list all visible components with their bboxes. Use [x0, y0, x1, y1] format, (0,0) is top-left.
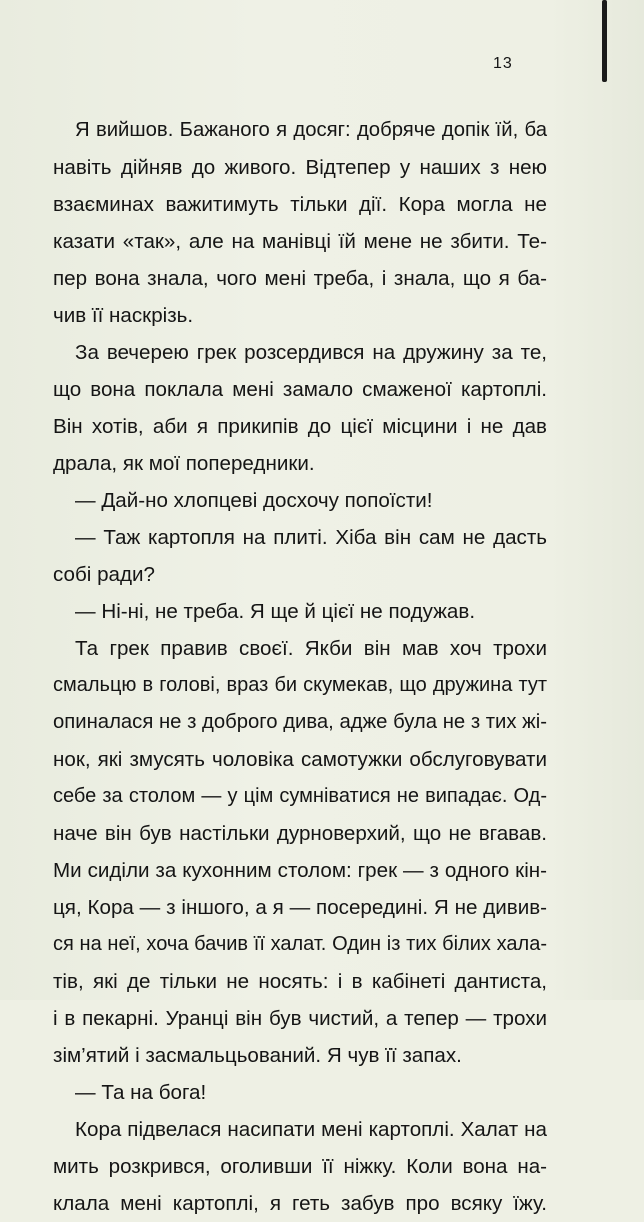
text-line: і в пекарні. Уранці він був чистий, а тепер — трохи	[53, 1007, 547, 1030]
text-line: мить розкрився, оголивши її ніжку. Коли вона на-	[53, 1155, 547, 1178]
text-line: Я вийшов. Бажаного я досяг: добряче допік їй, ба	[75, 119, 547, 141]
body-text	[53, 112, 547, 1222]
text-line: клала мені картоплі, я геть забув про всяку їжу.	[53, 1192, 547, 1215]
text-line: ся на неї, хоча бачив її халат. Один із тих білих хала-	[53, 933, 547, 955]
page-number: 13	[493, 55, 513, 72]
text-line: ця, Кора — з іншого, а я — посередині. Я не дивив-	[53, 896, 547, 919]
text-line: собі ради?	[53, 563, 155, 586]
text-line: що вона поклала мені замало смаженої картоплі.	[53, 378, 547, 401]
text-line: опиналася не з доброго дива, адже була не з тих жі-	[53, 711, 547, 733]
text-line: Та грек правив своєї. Якби він мав хоч трохи	[75, 637, 547, 660]
text-line: наче він був настільки дурноверхий, що не вгавав.	[53, 822, 547, 845]
text-line: — Та на бога!	[75, 1081, 207, 1104]
text-line: смальцю в голові, враз би скумекав, що дружина тут	[53, 674, 547, 696]
page-edge-bookmark	[602, 0, 607, 82]
text-line: казати «так», але на манівці їй мене не збити. Те-	[53, 230, 547, 253]
text-line: — Таж картопля на плиті. Хіба він сам не дасть	[75, 526, 547, 549]
text-line: чив її наскрізь.	[53, 304, 194, 327]
text-line: За вечерею грек розсердився на дружину за те,	[75, 341, 547, 364]
text-line: драла, як мої попередники.	[53, 452, 315, 475]
text-line: навіть дійняв до живого. Відтепер у наших з нею	[53, 156, 547, 179]
text-line: нок, які змусять чоловіка самотужки обслуговувати	[53, 748, 547, 771]
text-line: тів, які де тільки не носять: і в кабінеті дантиста,	[53, 970, 547, 993]
text-line: Ми сиділи за кухонним столом: грек — з одного кін-	[53, 859, 547, 882]
text-line: — Дай-но хлопцеві досхочу попоїсти!	[75, 489, 433, 512]
text-line: — Ні-ні, не треба. Я ще й цієї не подужав.	[75, 600, 476, 623]
text-line: Він хотів, аби я прикипів до цієї місцини і не дав	[53, 415, 547, 438]
text-line: Кора підвелася насипати мені картоплі. Халат на	[75, 1118, 547, 1141]
text-line: зім’ятий і засмальцьований. Я чув її запах.	[53, 1044, 462, 1067]
text-line: пер вона знала, чого мені треба, і знала, що я ба-	[53, 267, 547, 290]
text-line: взаєминах важитимуть тільки дії. Кора могла не	[53, 193, 547, 216]
text-line: себе за столом — у цім сумніватися не випадає. Од-	[53, 785, 547, 807]
